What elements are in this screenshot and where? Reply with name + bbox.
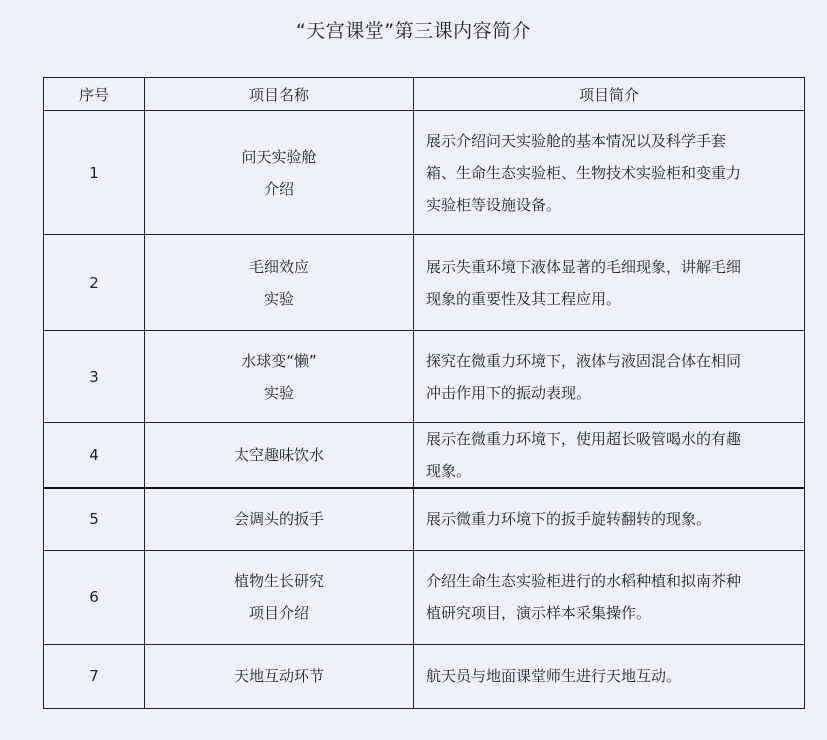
row-project-intro	[414, 111, 805, 235]
project-name-line: 实验	[263, 383, 294, 402]
row-project-name	[145, 111, 414, 235]
project-intro-line: 展示失重环境下液体显著的毛细现象，讲解毛细	[426, 257, 742, 276]
row-index: 4	[44, 423, 145, 489]
content-table	[43, 77, 805, 709]
row-project-name	[145, 488, 414, 550]
row-project-name	[145, 331, 414, 423]
project-name-line: 实验	[263, 289, 294, 308]
project-name-line: 毛细效应	[248, 257, 309, 276]
table-row	[44, 488, 805, 550]
project-name-line: 植物生长研究	[233, 572, 324, 590]
table-row	[44, 644, 805, 708]
project-intro-line: 探究在微重力环境下，液体与液固混合体在相同	[426, 351, 742, 370]
project-intro-line: 现象。	[426, 462, 472, 480]
project-intro-line: 航天员与地面课堂师生进行天地互动。	[426, 667, 682, 685]
table-row	[44, 550, 805, 644]
project-name-line: 问天实验舱	[241, 147, 317, 166]
row-index: 2	[44, 235, 145, 331]
row-project-intro	[414, 235, 805, 331]
row-index: 5	[44, 488, 145, 550]
project-name-line: 太空趣味饮水	[233, 446, 324, 464]
project-intro-line: 介绍生命生态实验柜进行的水稻种植和拟南芥种	[426, 572, 742, 590]
row-index: 1	[44, 111, 145, 235]
row-project-name	[145, 423, 414, 489]
page-title: “天宫课堂”第三课内容简介	[295, 20, 532, 42]
project-name-line: 介绍	[263, 179, 294, 198]
row-project-intro	[414, 423, 805, 489]
project-name-line: 水球变“懒”	[241, 351, 317, 370]
project-intro-line: 展示微重力环境下的扳手旋转翻转的现象。	[426, 510, 712, 529]
row-project-name	[145, 644, 414, 708]
project-intro-line: 冲击作用下的振动表现。	[426, 383, 592, 402]
row-project-intro	[414, 331, 805, 423]
row-index: 3	[44, 331, 145, 423]
table-header-row	[44, 78, 805, 111]
project-intro-line: 现象的重要性及其工程应用。	[426, 289, 622, 308]
table-row	[44, 235, 805, 331]
row-project-name	[145, 235, 414, 331]
project-intro-line: 展示介绍问天实验舱的基本情况以及科学手套	[426, 131, 727, 150]
project-intro-line: 箱、生命生态实验柜、生物技术实验柜和变重力	[426, 163, 742, 182]
row-project-name	[145, 550, 414, 644]
table-row	[44, 331, 805, 423]
project-name-line: 天地互动环节	[233, 667, 324, 685]
table-row	[44, 423, 805, 489]
project-name-line: 会调头的扳手	[233, 510, 324, 529]
row-index: 7	[44, 644, 145, 708]
header-project-name: 项目名称	[145, 78, 414, 111]
table-row	[44, 111, 805, 235]
row-index: 6	[44, 550, 145, 644]
project-name-line: 项目介绍	[248, 604, 309, 622]
project-intro-line: 植研究项目，演示样本采集操作。	[426, 604, 652, 622]
project-intro-line: 展示在微重力环境下，使用超长吸管喝水的有趣	[426, 430, 742, 448]
header-index: 序号	[44, 78, 145, 111]
row-project-intro	[414, 550, 805, 644]
row-project-intro	[414, 644, 805, 708]
header-project-intro: 项目简介	[414, 78, 805, 111]
row-project-intro	[414, 488, 805, 550]
project-intro-line: 实验柜等设施设备。	[426, 195, 562, 214]
